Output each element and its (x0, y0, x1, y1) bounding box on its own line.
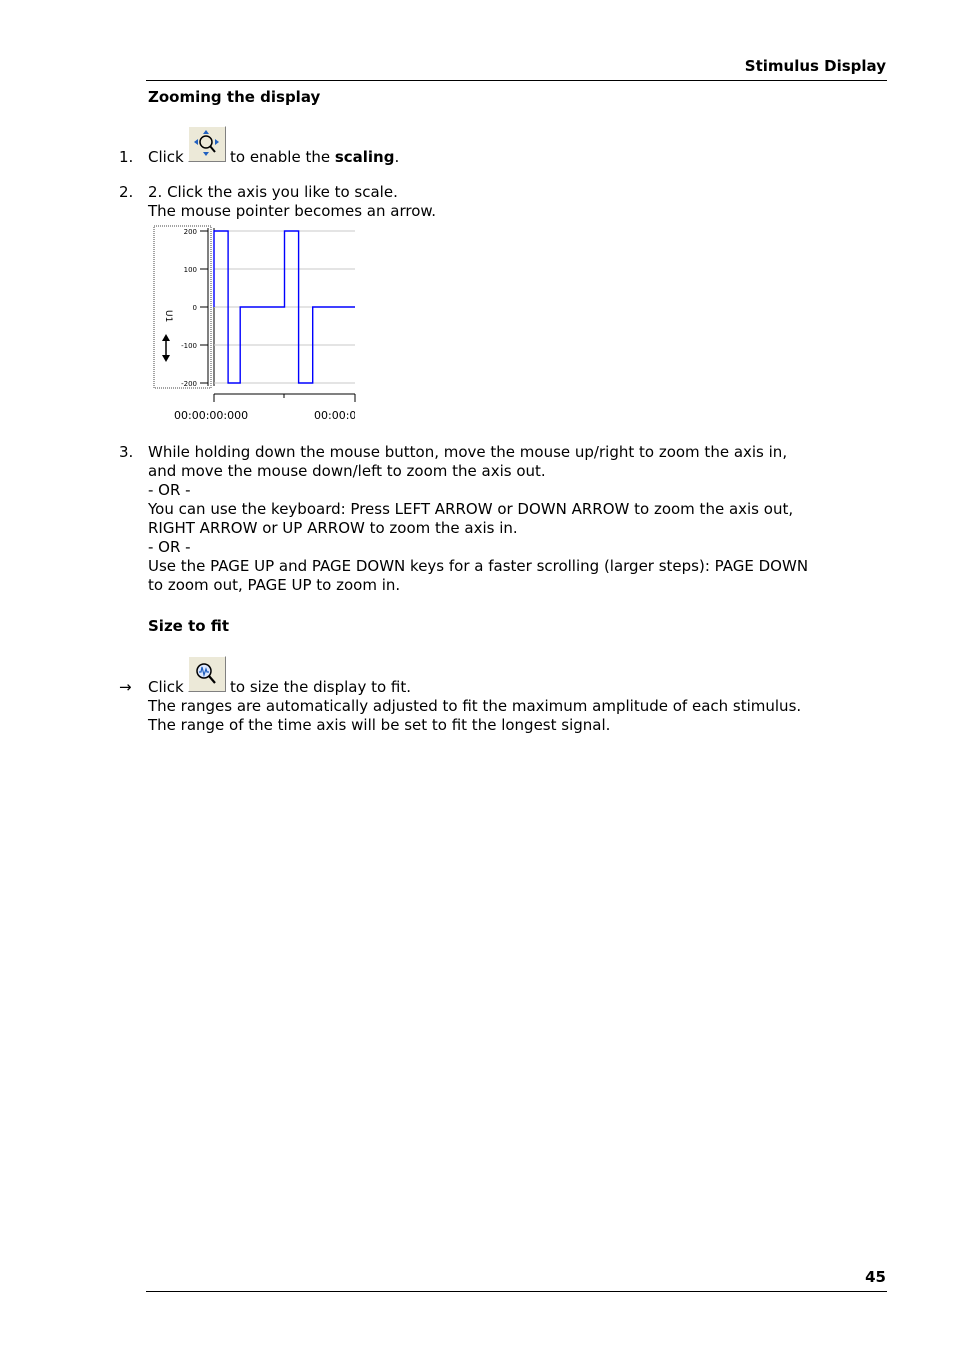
fit-line3: The range of the time axis will be set to fit the longest signal. (148, 716, 611, 734)
y-tick-label: 0 (192, 304, 197, 312)
y-tick-label: -100 (181, 342, 197, 350)
size-to-fit-button[interactable] (188, 656, 226, 692)
y-axis-label: U1 (163, 310, 173, 323)
fit-desc: to size the display to fit. (230, 678, 412, 696)
step-number: 1. (119, 148, 134, 166)
y-tick-label: 200 (183, 228, 197, 236)
scaling-button[interactable] (188, 126, 226, 162)
zoom-scale-icon (189, 127, 225, 161)
step3-line: Use the PAGE UP and PAGE DOWN keys for a faster scrolling (larger steps): PAGE DOWN (148, 557, 809, 575)
section-heading-zoom: Zooming the display (148, 88, 321, 106)
step3-line: - OR - (148, 538, 191, 556)
step-number: 2. (119, 183, 134, 201)
zoom-fit-icon (189, 657, 225, 691)
y-tick-label: -200 (181, 380, 197, 388)
step3-line: to zoom out, PAGE UP to zoom in. (148, 576, 401, 594)
vertical-resize-cursor-icon (162, 334, 170, 362)
stimulus-chart[interactable] (150, 222, 360, 427)
step3-line: While holding down the mouse button, move the mouse up/right to zoom the axis in, (148, 443, 788, 461)
arrow-bullet: → (119, 678, 132, 696)
running-header-title: Stimulus Display (744, 57, 886, 75)
fit-line2: The ranges are automatically adjusted to fit the maximum amplitude of each stimulus. (148, 697, 802, 715)
step3-line: You can use the keyboard: Press LEFT ARROW or DOWN ARROW to zoom the axis out, (148, 500, 794, 518)
step3-line: - OR - (148, 481, 191, 499)
header-rule (146, 80, 887, 81)
y-tick-label: 100 (183, 266, 197, 274)
fit-click-text: Click (148, 678, 184, 696)
x-tick-label: 00:00:0 (314, 409, 357, 422)
section-heading-fit: Size to fit (148, 617, 230, 635)
step1-click-text: Click (148, 148, 184, 166)
page-number: 45 (865, 1268, 886, 1286)
step3-line: and move the mouse down/left to zoom the axis out. (148, 462, 546, 480)
step3-line: RIGHT ARROW or UP ARROW to zoom the axis in. (148, 519, 518, 537)
step-number: 3. (119, 443, 134, 461)
step1-desc: to enable the scaling. (230, 148, 400, 166)
x-tick-label: 00:00:00:000 (174, 409, 249, 422)
footer-rule (146, 1291, 887, 1292)
step2-line2: The mouse pointer becomes an arrow. (148, 202, 437, 220)
step2-line1: 2. Click the axis you like to scale. (148, 183, 398, 201)
